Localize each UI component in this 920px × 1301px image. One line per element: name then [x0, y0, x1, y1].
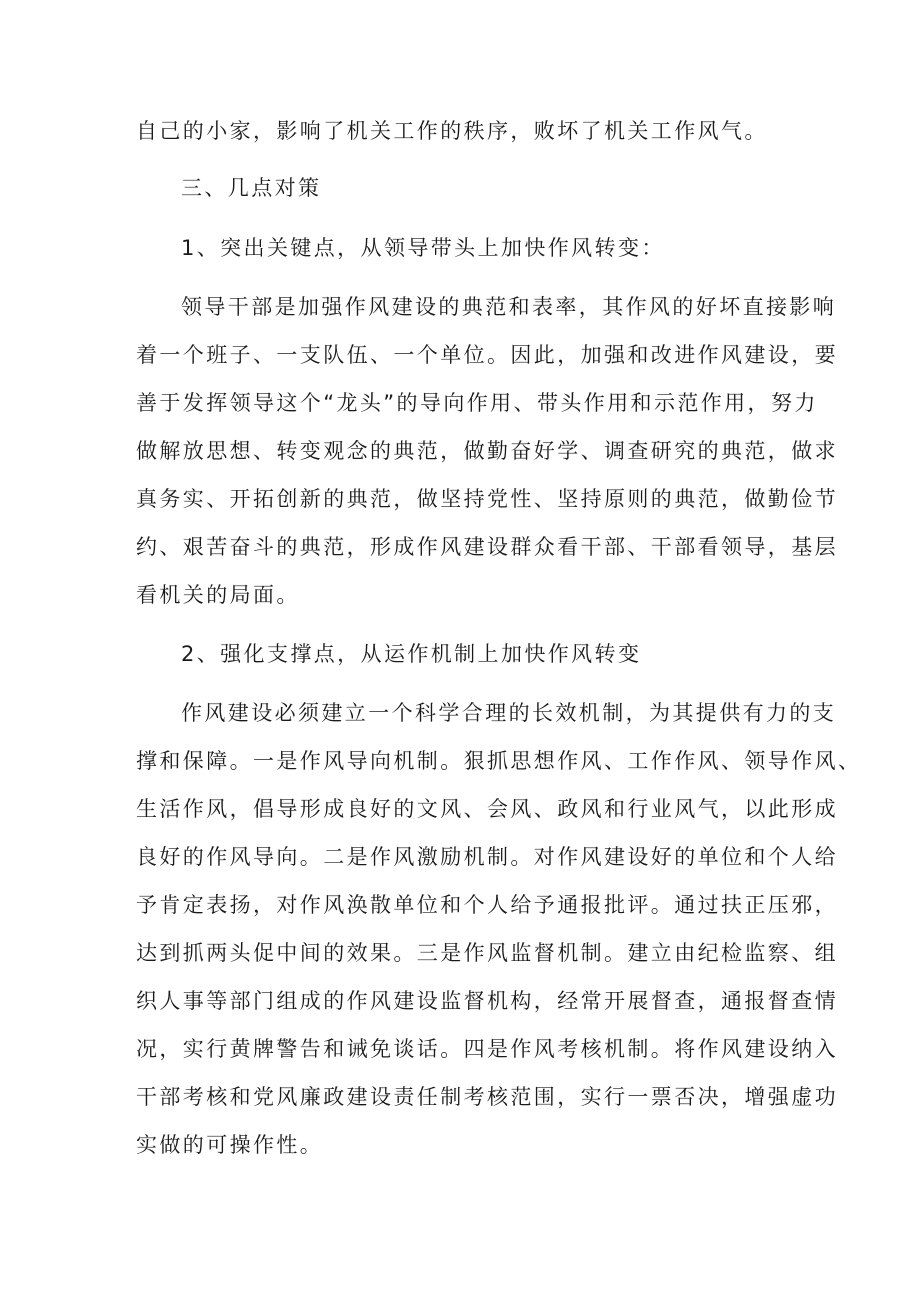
text-line: 善于发挥领导这个“龙头”的导向作用、带头作用和示范作用，努力: [136, 391, 818, 415]
text-line: 生活作风，倡导形成良好的文风、会风、政风和行业风气，以此形成: [136, 797, 838, 821]
text-line: 作风建设必须建立一个科学合理的长效机制，为其提供有力的支: [181, 701, 837, 725]
text-line: 约、艰苦奋斗的典范，形成作风建设群众看干部、干部看领导，基层: [136, 535, 838, 559]
text-line: 做解放思想、转变观念的典范，做勤奋好学、调查研究的典范，做求: [136, 439, 838, 463]
text-line: 织人事等部门组成的作风建设监督机构，经常开展督查，通报督查情: [136, 989, 838, 1013]
section-heading: 三、几点对策: [181, 176, 322, 200]
text-line: 实做的可操作性。: [136, 1133, 324, 1157]
text-line: 达到抓两头促中间的效果。三是作风监督机制。建立由纪检监察、组: [136, 941, 838, 965]
text-line: 领导干部是加强作风建设的典范和表率，其作风的好坏直接影响: [181, 295, 837, 319]
text-line: 真务实、开拓创新的典范，做坚持党性、坚持原则的典范，做勤俭节: [136, 487, 838, 511]
subsection-heading: 2、强化支撑点，从运作机制上加快作风转变: [181, 642, 642, 666]
text-line: 自己的小家，影响了机关工作的秩序，败坏了机关工作风气。: [136, 119, 768, 143]
text-line: 况，实行黄牌警告和诫免谈话。四是作风考核机制。将作风建设纳入: [136, 1037, 838, 1061]
text-line: 予肯定表扬，对作风涣散单位和个人给予通报批评。通过扶正压邪，: [136, 893, 838, 917]
text-line: 看机关的局面。: [136, 583, 300, 607]
text-line: 良好的作风导向。二是作风激励机制。对作风建设好的单位和个人给: [136, 845, 838, 869]
text-line: 干部考核和党风廉政建设责任制考核范围，实行一票否决，增强虚功: [136, 1085, 838, 1109]
subsection-heading: 1、突出关键点，从领导带头上加快作风转变：: [181, 236, 665, 260]
text-line: 着一个班子、一支队伍、一个单位。因此，加强和改进作风建设，要: [136, 343, 838, 367]
text-line: 撑和保障。一是作风导向机制。狠抓思想作风、工作作风、领导作风、: [136, 749, 862, 773]
